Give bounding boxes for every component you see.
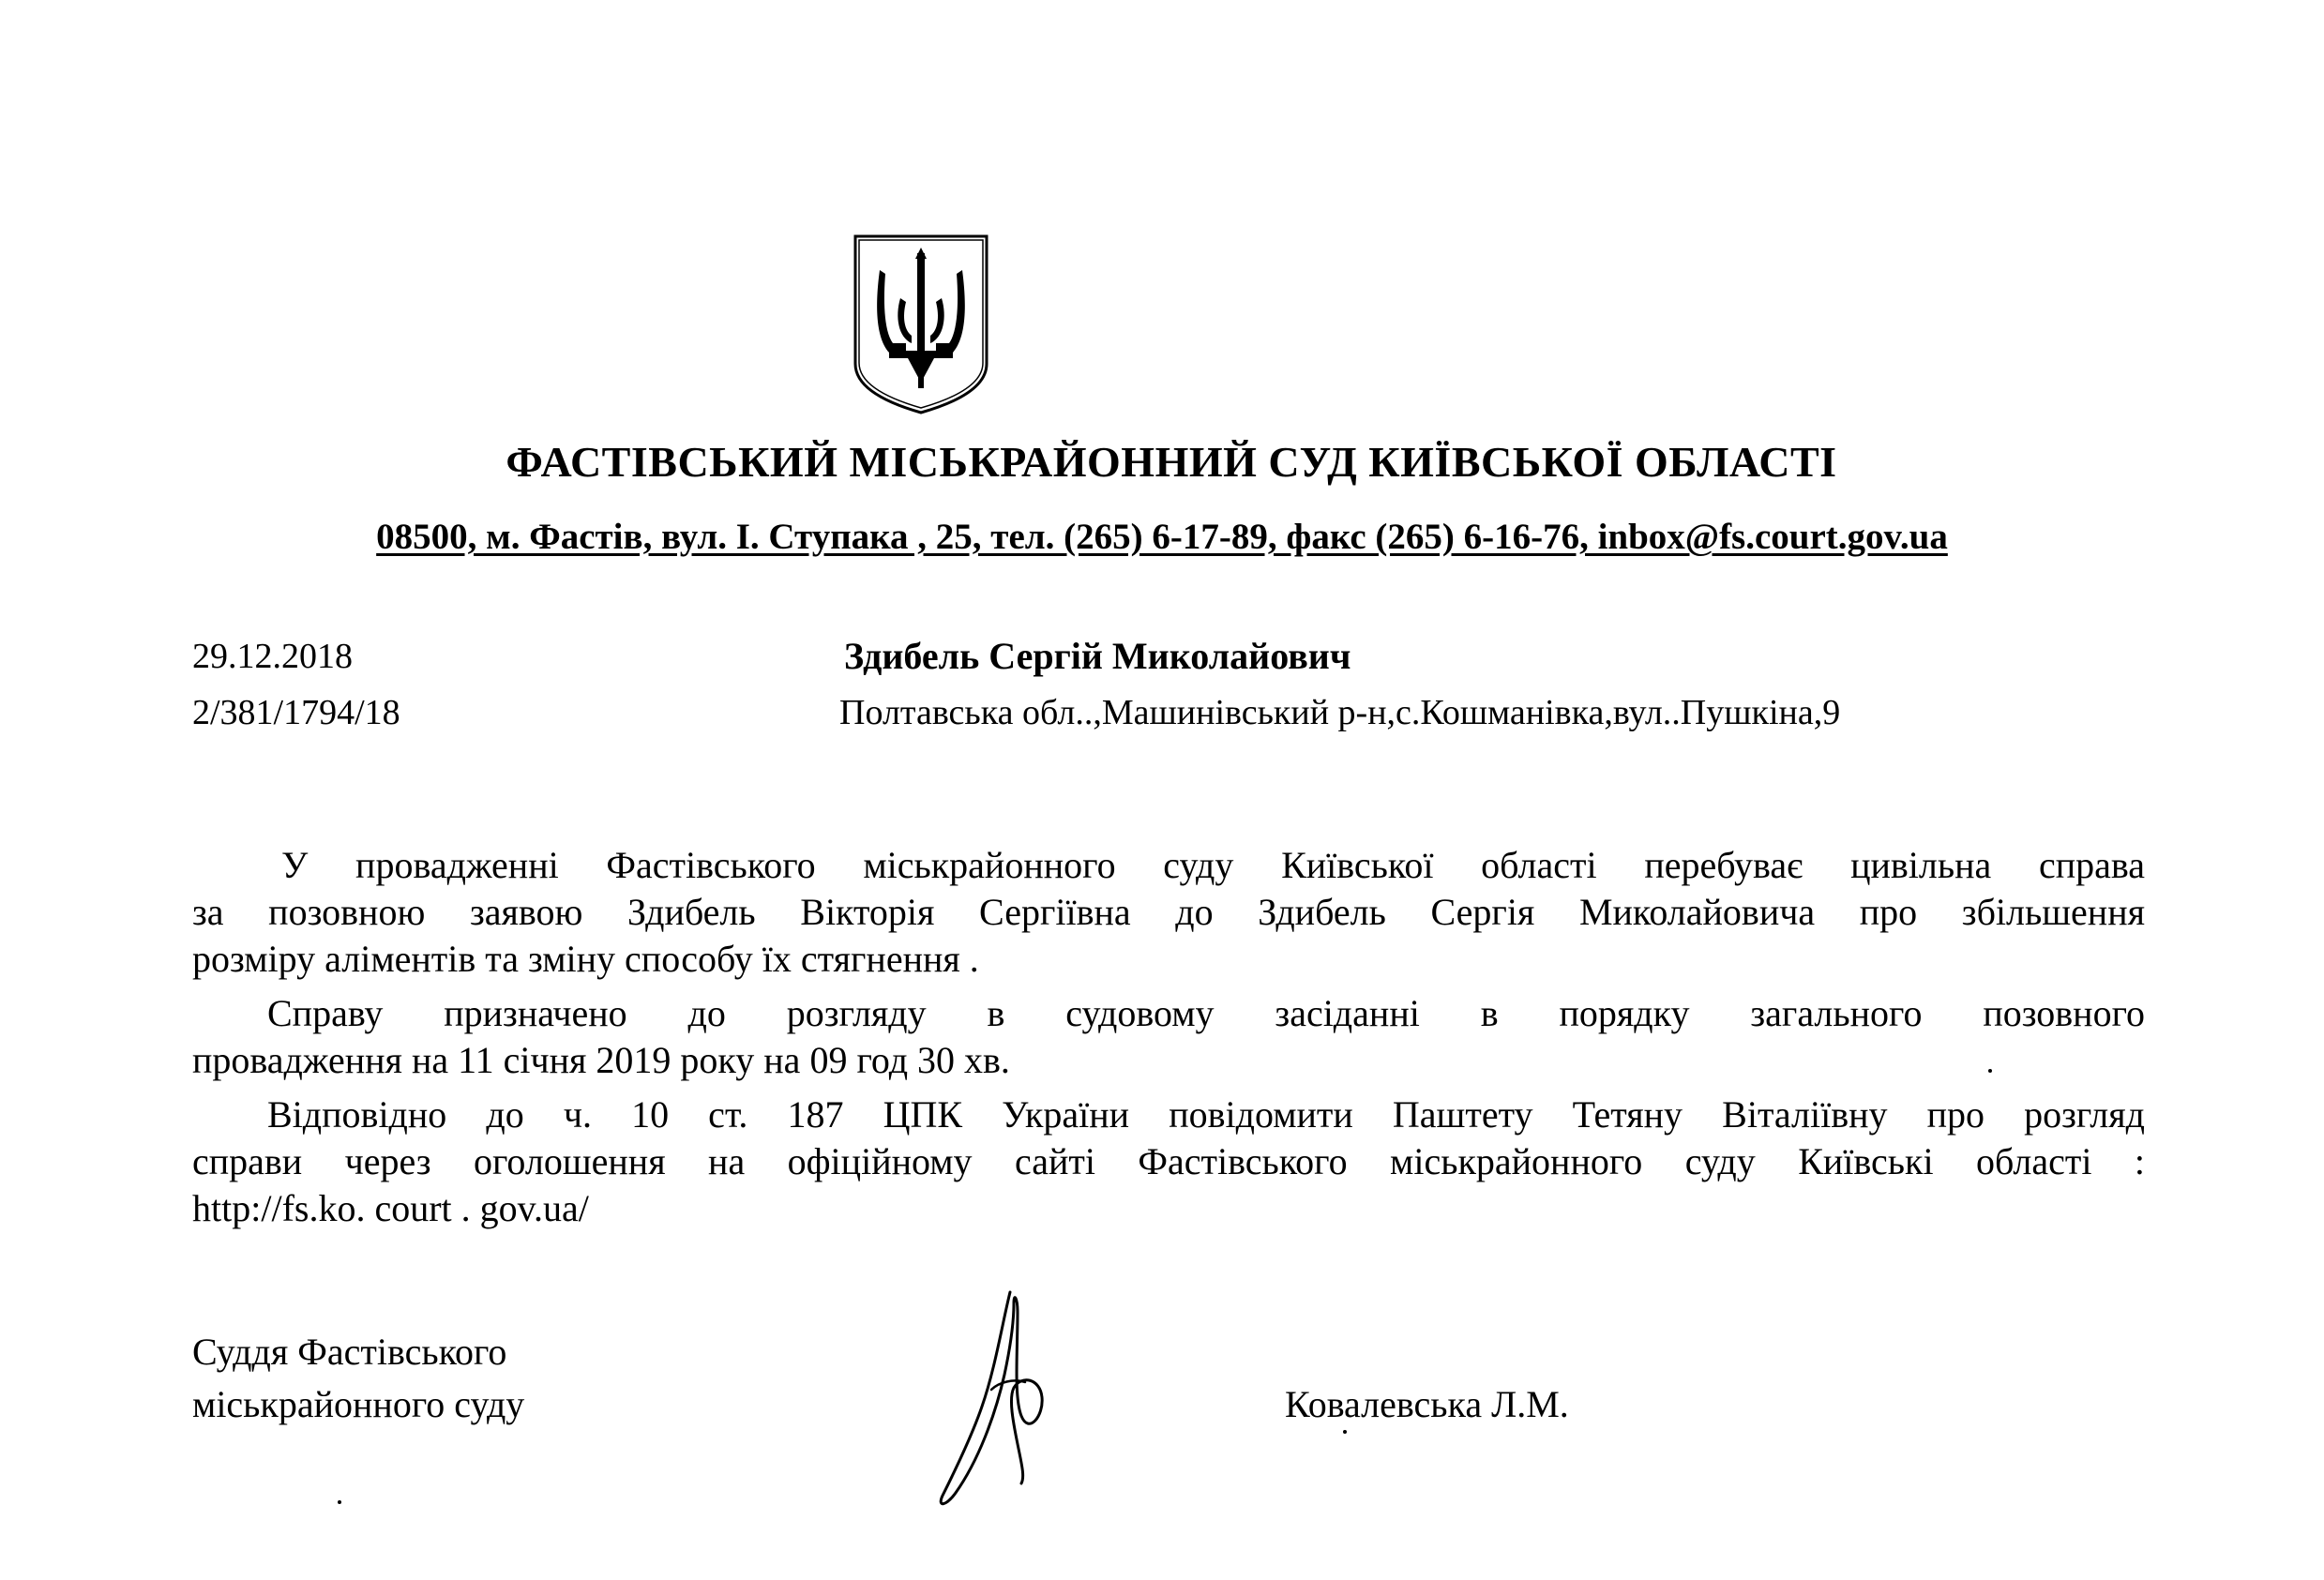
judge-title-line-1: Суддя Фастівського — [192, 1331, 507, 1373]
body-paragraph-1-line-1: У провадженні Фастівського міськрайонного суду Київської області перебуває цивільна справа — [281, 844, 2145, 886]
document-date: 29.12.2018 — [192, 637, 353, 676]
handwritten-signature — [924, 1285, 1064, 1519]
body-paragraph-3-line-1: Відповідно до ч. 10 ст. 187 ЦПК України повідомити Паштету Тетяну Віталіївну про розгляд — [267, 1093, 2145, 1136]
recipient-name: Здибель Сергій Миколайович — [844, 635, 1351, 677]
judge-name: Ковалевська Л.М. — [1285, 1383, 1569, 1425]
scan-dot — [338, 1500, 341, 1504]
recipient-address: Полтавська обл..,Машинівський р-н,с.Кошманівка,вул..Пушкіна,9 — [839, 693, 1841, 732]
court-name: ФАСТІВСЬКИЙ МІСЬКРАЙОННИЙ СУД КИЇВСЬКОЇ ОБЛАСТІ — [506, 438, 1837, 486]
body-paragraph-1-line-2: за позовною заявою Здибель Вікторія Сергіївна до Здибель Сергія Миколайовича про збільшення — [192, 891, 2145, 933]
scan-dot — [1988, 1069, 1992, 1073]
court-address: 08500, м. Фастів, вул. І. Ступака , 25, тел. (265) 6-17-89, факс (265) 6-16-76, inbox@fs.court.gov.ua — [376, 517, 1948, 557]
body-paragraph-2-line-2: провадження на 11 січня 2019 року на 09 год 30 хв. — [192, 1039, 1010, 1081]
case-number: 2/381/1794/18 — [192, 693, 400, 732]
judge-title-line-2: міськрайонного суду — [192, 1383, 525, 1425]
body-paragraph-1-line-3: розміру аліментів та зміну способу їх стягнення . — [192, 938, 979, 980]
body-paragraph-3-line-2: справи через оголошення на офіційному сайті Фастівського міськрайонного суду Київські області : — [192, 1140, 2145, 1182]
trident-coat-of-arms-icon — [852, 233, 990, 416]
scan-dot — [1343, 1430, 1347, 1434]
body-paragraph-2-line-1: Справу призначено до розгляду в судовому засіданні в порядку загального позовного — [267, 992, 2145, 1034]
body-paragraph-3-line-3: http://fs.ko. court . gov.ua/ — [192, 1187, 589, 1229]
